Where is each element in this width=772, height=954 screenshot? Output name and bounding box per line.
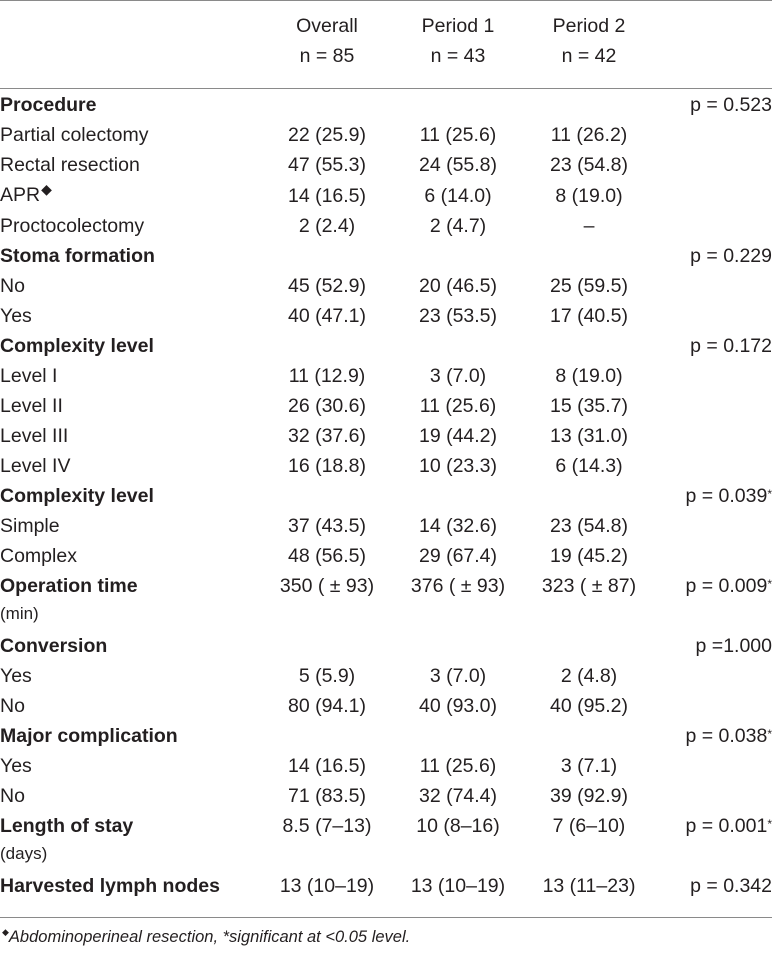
table-row (0, 541, 772, 571)
row-label-text: Level III (0, 425, 69, 447)
empty-cell (392, 241, 524, 271)
column-header-overall (262, 0, 392, 90)
cell-period-2: 3 (7.1) (560, 755, 618, 777)
cell-period-1: 32 (74.4) (418, 785, 498, 807)
p-value-text: p = 0.172 (690, 335, 772, 357)
section-row (0, 331, 772, 361)
cell-overall: 2 (2.4) (298, 215, 356, 237)
stub-header (0, 0, 262, 90)
cell-overall: 8.5 (7–13) (282, 815, 372, 837)
p-value-text: p =1.000 (695, 635, 772, 657)
bottom-rule (0, 917, 772, 918)
section-row (0, 241, 772, 271)
column-label: Period 1 (421, 15, 495, 37)
cell-period-1: 10 (23.3) (418, 455, 498, 477)
row-label-text: No (0, 695, 25, 717)
row-label (0, 511, 262, 541)
row-label (0, 541, 262, 571)
p-value-text: p = 0.001 (685, 815, 768, 837)
cell-period-1: 10 (8–16) (416, 815, 500, 837)
cell-overall: 40 (47.1) (287, 305, 367, 327)
empty-cell (392, 331, 524, 361)
cell-period-2: 39 (92.9) (549, 785, 629, 807)
cell-overall: 80 (94.1) (287, 695, 367, 717)
table-row (0, 421, 772, 451)
footnote-text: Abdominoperineal resection, *significant at <0.05 level. (8, 928, 411, 946)
cell-overall: 13 (10–19) (279, 875, 375, 897)
cell-period-2: 8 (19.0) (555, 184, 623, 207)
cell-period-2: 15 (35.7) (549, 395, 629, 417)
section-row (0, 571, 772, 631)
cell-period-2: 7 (6–10) (552, 815, 626, 837)
p-value (654, 421, 772, 451)
row-label (0, 451, 262, 481)
p-value-text: p = 0.038 (685, 725, 768, 747)
p-value-text: p = 0.039 (685, 485, 768, 507)
cell-period-1: 3 (7.0) (429, 665, 487, 687)
p-value (654, 481, 772, 511)
p-value (654, 571, 772, 631)
cell-overall: 16 (18.8) (287, 455, 367, 477)
p-value (654, 721, 772, 751)
column-label: Period 2 (552, 15, 626, 37)
section-label-text: Length of stay (0, 815, 134, 837)
table-row (0, 391, 772, 421)
empty-cell (262, 721, 392, 751)
cell-period-2: 40 (95.2) (549, 695, 629, 717)
p-value (654, 361, 772, 391)
empty-cell (262, 241, 392, 271)
row-label (0, 150, 262, 180)
cell-overall: 48 (56.5) (287, 545, 367, 567)
table-row (0, 661, 772, 691)
table-row (0, 511, 772, 541)
cell-period-2: 23 (54.8) (549, 515, 629, 537)
empty-cell (262, 90, 392, 120)
cell-period-2: 19 (45.2) (549, 545, 629, 567)
table-row (0, 301, 772, 331)
section-row (0, 90, 772, 120)
column-n: n = 42 (561, 45, 617, 67)
p-value (654, 241, 772, 271)
empty-cell (524, 481, 654, 511)
row-label-text: APR (0, 184, 41, 206)
significance-mark: * (767, 817, 772, 831)
cell-period-1: 20 (46.5) (418, 275, 498, 297)
p-value-text: p = 0.229 (690, 245, 772, 267)
cell-period-1: 6 (14.0) (424, 184, 492, 207)
row-label (0, 271, 262, 301)
table-row (0, 781, 772, 811)
significance-mark: * (767, 487, 772, 501)
row-label (0, 661, 262, 691)
p-value (654, 451, 772, 481)
p-value (654, 631, 772, 661)
p-value (654, 271, 772, 301)
unit-label: (min) (0, 604, 39, 623)
cell-overall: 14 (16.5) (287, 755, 367, 777)
cell-overall: 5 (5.9) (298, 665, 356, 687)
significance-mark: * (767, 577, 772, 591)
section-label: Conversion (0, 635, 108, 657)
p-value-text: p = 0.009 (685, 575, 768, 597)
p-value (654, 211, 772, 241)
column-label: Overall (296, 15, 358, 37)
footnote (2, 928, 410, 947)
row-label-text: Simple (0, 515, 60, 537)
table-row (0, 451, 772, 481)
section-row (0, 721, 772, 751)
column-n: n = 85 (299, 45, 355, 67)
cell-period-2: 8 (19.0) (555, 365, 623, 387)
header-row (0, 0, 772, 90)
p-value (654, 180, 772, 211)
row-label (0, 361, 262, 391)
cell-period-2: – (583, 215, 595, 237)
empty-cell (524, 631, 654, 661)
column-header-period-2 (524, 0, 654, 90)
row-label-text: Complex (0, 545, 77, 567)
section-label: Harvested lymph nodes (0, 875, 220, 897)
row-label-text: Level IV (0, 455, 71, 477)
empty-cell (392, 90, 524, 120)
cell-period-1: 376 ( ± 93) (410, 575, 506, 597)
p-value (654, 391, 772, 421)
cell-period-2: 17 (40.5) (549, 305, 629, 327)
section-label: Complexity level (0, 335, 154, 357)
row-label (0, 391, 262, 421)
p-value (654, 90, 772, 120)
cell-period-2: 13 (11–23) (542, 875, 636, 897)
p-value (654, 120, 772, 150)
cell-overall: 22 (25.9) (287, 124, 367, 146)
row-label-text: Proctocolectomy (0, 215, 145, 237)
cell-period-2: 23 (54.8) (549, 154, 629, 176)
cell-overall: 47 (55.3) (287, 154, 367, 176)
section-label (0, 571, 262, 631)
significance-mark: * (767, 727, 772, 741)
row-label-text: Level II (0, 395, 63, 417)
cell-period-2: 2 (4.8) (560, 665, 618, 687)
column-header-period-1 (392, 0, 524, 90)
cell-period-1: 11 (25.6) (419, 124, 497, 146)
p-value (654, 511, 772, 541)
row-label (0, 691, 262, 721)
table-row (0, 271, 772, 301)
empty-cell (392, 481, 524, 511)
section-label: Stoma formation (0, 245, 155, 267)
cell-period-1: 24 (55.8) (418, 154, 498, 176)
row-label (0, 781, 262, 811)
section-row (0, 811, 772, 871)
row-label (0, 180, 262, 211)
row-label (0, 751, 262, 781)
cell-period-1: 19 (44.2) (418, 425, 498, 447)
table-row (0, 751, 772, 781)
p-value: p = 0.342 (690, 875, 772, 897)
column-n: n = 43 (430, 45, 486, 67)
row-label (0, 211, 262, 241)
row-label (0, 120, 262, 150)
empty-cell (524, 90, 654, 120)
p-value (654, 331, 772, 361)
table-row (0, 211, 772, 241)
row-label-text: Yes (0, 305, 32, 327)
table-row (0, 180, 772, 211)
cell-overall: 71 (83.5) (287, 785, 367, 807)
section-label: Procedure (0, 94, 97, 116)
table-row (0, 120, 772, 150)
cell-period-1: 14 (32.6) (418, 515, 498, 537)
p-value (654, 301, 772, 331)
section-row (0, 631, 772, 661)
cell-overall: 11 (12.9) (288, 365, 366, 387)
p-value (654, 661, 772, 691)
section-label: Complexity level (0, 485, 154, 507)
cell-period-1: 11 (25.6) (419, 755, 497, 777)
empty-cell (524, 331, 654, 361)
cell-overall: 37 (43.5) (287, 515, 367, 537)
empty-cell (524, 721, 654, 751)
section-row (0, 481, 772, 511)
table-row (0, 150, 772, 180)
section-label: Major complication (0, 725, 178, 747)
p-value (654, 781, 772, 811)
row-label-text: Partial colectomy (0, 124, 149, 146)
row-label-text: Rectal resection (0, 154, 140, 176)
empty-cell (262, 481, 392, 511)
cell-period-2: 11 (26.2) (550, 124, 628, 146)
table-row (0, 691, 772, 721)
section-label (0, 811, 262, 871)
cell-overall: 14 (16.5) (287, 184, 367, 207)
p-value (654, 691, 772, 721)
row-label-text: No (0, 785, 25, 807)
p-value (654, 541, 772, 571)
cell-overall: 26 (30.6) (287, 395, 367, 417)
cell-period-1: 2 (4.7) (429, 215, 487, 237)
cell-period-2: 25 (59.5) (549, 275, 629, 297)
cell-overall: 45 (52.9) (287, 275, 367, 297)
row-label (0, 421, 262, 451)
empty-cell (392, 631, 524, 661)
row-label-text: Yes (0, 755, 32, 777)
row-label (0, 301, 262, 331)
cell-overall: 32 (37.6) (287, 425, 367, 447)
row-label-text: Yes (0, 665, 32, 687)
cell-period-1: 11 (25.6) (419, 395, 497, 417)
cell-period-1: 40 (93.0) (418, 695, 498, 717)
empty-cell (392, 721, 524, 751)
p-value (654, 150, 772, 180)
cell-period-1: 29 (67.4) (418, 545, 498, 567)
cell-period-1: 13 (10–19) (410, 875, 506, 897)
unit-label: (days) (0, 844, 48, 863)
p-value (654, 811, 772, 871)
table-row (0, 361, 772, 391)
row-label-text: Level I (0, 365, 58, 387)
cell-overall: 350 ( ± 93) (279, 575, 375, 597)
cell-period-1: 3 (7.0) (429, 365, 487, 387)
empty-cell (262, 631, 392, 661)
diamond-icon: ◆ (41, 181, 52, 197)
cell-period-2: 6 (14.3) (555, 455, 623, 477)
p-value-text: p = 0.523 (690, 94, 772, 116)
cell-period-1: 23 (53.5) (418, 305, 498, 327)
p-value-header (654, 0, 772, 90)
p-value (654, 751, 772, 781)
empty-cell (524, 241, 654, 271)
row-label-text: No (0, 275, 25, 297)
cell-period-2: 13 (31.0) (549, 425, 629, 447)
section-label-text: Operation time (0, 575, 138, 597)
section-row (0, 871, 772, 901)
diamond-icon: ◆ (2, 927, 9, 937)
cell-period-2: 323 ( ± 87) (541, 575, 637, 597)
empty-cell (262, 331, 392, 361)
table-body (0, 90, 772, 901)
